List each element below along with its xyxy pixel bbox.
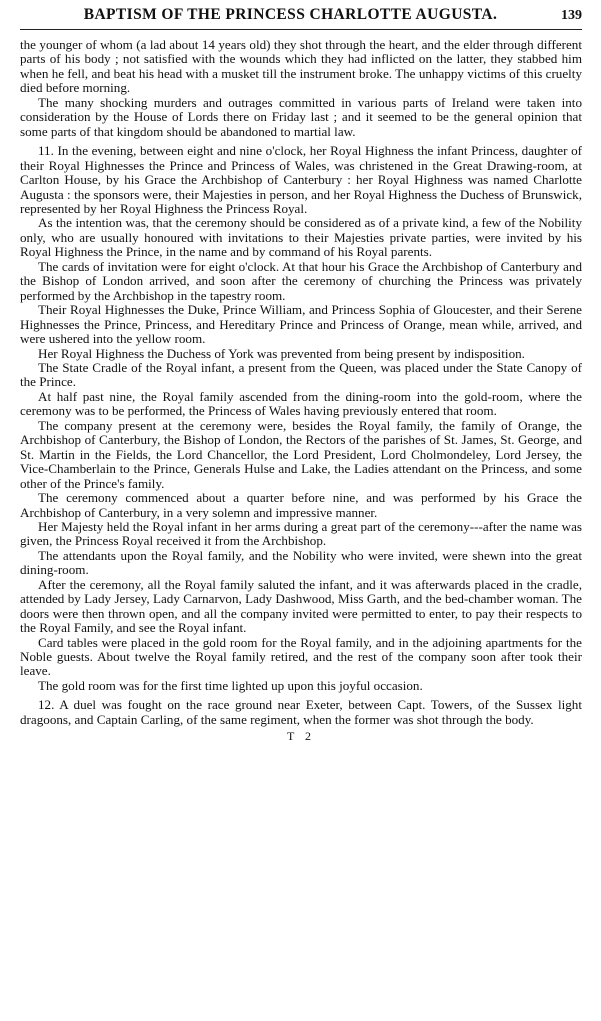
paragraph: Her Royal Highness the Duchess of York was prevented from being present by indisposition.	[38, 345, 525, 361]
paragraph: At half past nine, the Royal family ascended from the dining-room into the gold-room, where the ceremony was to be performed, the Princess of Wales having previously entered that room.	[20, 388, 582, 419]
page-number: 139	[561, 8, 582, 23]
paragraph: 12. A duel was fought on the race ground near Exeter, between Capt. Towers, of the Sussex light dragoons, and Captain Carling, of the same regiment, when the former was shot through the body.	[20, 697, 582, 727]
paragraph: The many shocking murders and outrages committed in various parts of Ireland were taken into consideration by the House of Lords there on Friday last ; and it seemed to be the general opinion that some parts of that kingdom should be abandoned to martial law.	[20, 94, 582, 139]
paragraph: The ceremony commenced about a quarter before nine, and was performed by his Grace the Archbishop of Canterbury, in a very solemn and impressive manner.	[20, 490, 582, 520]
paragraph: After the ceremony, all the Royal family saluted the infant, and it was afterwards placed in the cradle, attended by Lady Jersey, Lady Carnarvon, Lady Dashwood, Miss Garth, and the bed-chamber woman. The doors were then thrown open, and all the company invited were permitted to enter, to pay their respects to the Royal Family, and see the Royal infant.	[20, 576, 582, 636]
paragraph: The cards of invitation were for eight o'clock. At that hour his Grace the Archbishop of Canterbury and the Bishop of London arrived, and soon after the ceremony of churching the Princess was privately performed by the Archbishop in the tapestry room.	[20, 258, 582, 303]
paragraph: Their Royal Highnesses the Duke, Prince William, and Princess Sophia of Gloucester, and their Serene Highnesses the Prince, Princess, and Hereditary Prince and Princess of Orange, mean while, arrived, and were ushered into the yellow room.	[20, 302, 582, 347]
paragraph: 11. In the evening, between eight and nine o'clock, her Royal Highness the infant Princess, daughter of their Royal Highnesses the Prince and Princess of Wales, was christened in the Great Drawing-room, at Carlton House, by his Grace the Archbishop of Canterbury : her Royal Highness was named Charlotte Augusta : the sponsors were, their Majesties in person, and her Royal Highness the Duchess of Brunswick, represented by her Royal Highness the Princess Royal.	[20, 143, 582, 216]
signature-mark: T 2	[286, 729, 316, 744]
document-page	[20, 6, 582, 744]
paragraph: The company present at the ceremony were, besides the Royal family, the family of Orange, the Archbishop of Canterbury, the Bishop of London, the Rectors of the parishes of St. James, St. George, and St. Martin in the Fields, the Lord Chancellor, the Lord President, Lord Cholmondeley, Lord Jersey, the Vice-Chamberlain to the Prince, Generals Hulse and Lake, the Ladies attendant on the Princess, and some other of the Prince's family.	[20, 417, 582, 491]
paragraph: As the intention was, that the ceremony should be considered as of a private kind, a few of the Nobility only, who are usually honoured with invitations to their Majesties private parties, were invited by his Royal Highness the Prince, in the name and by command of his Royal parents.	[20, 215, 582, 260]
paragraph: Her Majesty held the Royal infant in her arms during a great part of the ceremony---after the name was given, the Princess Royal received it from the Archbishop.	[20, 518, 582, 549]
paragraph: the younger of whom (a lad about 14 years old) they shot through the heart, and the elder through different parts of his body ; not satisfied with the wounds which they had inflicted on the latter, they stabbed him when he fell, and beat his head with a musket till the instrument broke. The unhappy victims of this cruelty died before morning.	[20, 37, 582, 96]
paragraph: The gold room was for the first time lighted up upon this joyful occasion.	[38, 677, 423, 693]
article-body	[20, 38, 582, 727]
paragraph: Card tables were placed in the gold room for the Royal family, and in the adjoining apartments for the Noble guests. About twelve the Royal family retired, and the rest of the company soon after took their leave.	[20, 634, 582, 679]
paragraph: The attendants upon the Royal family, and the Nobility who were invited, were shewn into the great dining-room.	[20, 547, 582, 578]
paragraph: The State Cradle of the Royal infant, a present from the Queen, was placed under the State Canopy of the Prince.	[20, 359, 582, 390]
page-header	[20, 6, 582, 30]
running-title: BAPTISM OF THE PRINCESS CHARLOTTE AUGUSTA.	[83, 6, 498, 23]
